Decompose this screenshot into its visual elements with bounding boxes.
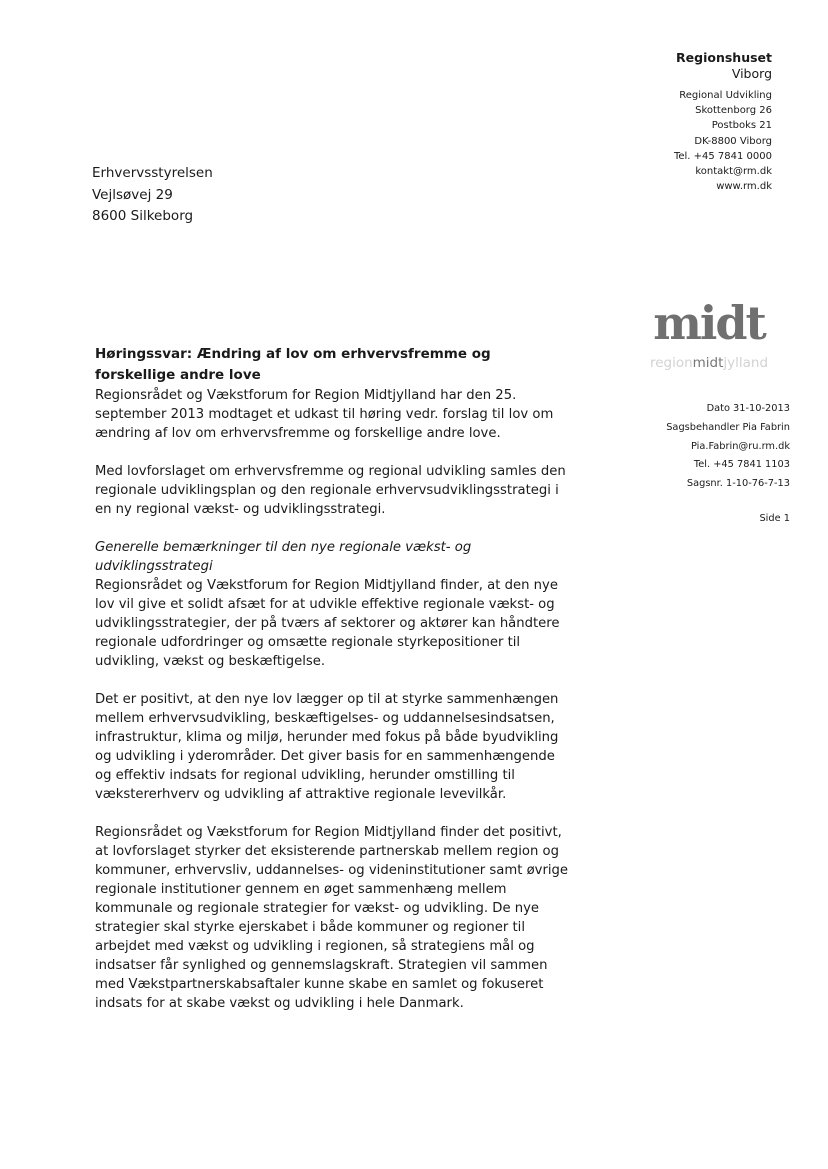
paragraph: Det er positivt, at den nye lov lægger op til at styrke sammenhængen mellem erhvervsudvikling, beskæftigelses- og uddannelsesindsatsen, infrastruktur, klima og miljø, herunder med fokus på både byudvikling og udvikling i yderområder. Det giver basis for en sammenhængende og effektiv indsats for regional udvikling, herunder omstilling til vækstererhverv og udvikling af attraktive regionale levevilkår. (95, 692, 559, 802)
sender-phone: Tel. +45 7841 0000 (673, 150, 772, 162)
sender-city: Viborg (731, 66, 772, 81)
meta-date: Dato 31-10-2013 (706, 403, 790, 414)
paragraph: Regionsrådet og Vækstforum for Region Midtjylland finder, at den nye lov vil give et solidt afsæt for at udvikle effektive regionale vækst- og udviklingsstrategier, der på tværs af sektorer og aktører kan håndtere regionale udfordringer og omsætte regionale styrkepositioner til udvikling, vækst og beskæftigelse. (95, 578, 560, 669)
recipient-name: Erhvervsstyrelsen (92, 165, 213, 181)
logo-subtitle (640, 355, 778, 371)
sender-address-line: Postboks 21 (711, 120, 772, 132)
paragraph: Regionsrådet og Vækstforum for Region Midtjylland finder det positivt, at lovforslaget styrker det eksisterende partnerskab mellem region og kommuner, erhvervsliv, uddannelses- og videninstitutioner samt øvrige regionale institutioner gennem en øget sammenhæng mellem kommunale og regionale strategier for vækst- og udvikling. De nye strategier skal styrke ejerskabet i både kommuner og regioner til arbejdet med vækst og udvikling i regionen, så strategiens mål og indsatser får synlighed og gennemslagskraft. Strategien vil sammen med Vækstpartnerskabsaftaler kunne skabe en samlet og fokuseret indsats for at skabe vækst og udvikling i hele Danmark. (95, 825, 569, 1011)
case-meta (666, 400, 790, 494)
paragraph: Med lovforslaget om erhvervsfremme og regional udvikling samles den regionale udviklingsplan og den regionale erhvervsudviklingsstrategi i en ny regional vækst- og udviklingsstrategi. (95, 464, 566, 517)
recipient-street: Vejlsøvej 29 (92, 186, 173, 203)
sender-org: Regionshuset (676, 50, 772, 65)
recipient-address (92, 163, 213, 228)
sender-address-line: DK-8800 Viborg (694, 135, 772, 147)
region-midtjylland-logo (640, 296, 778, 376)
paragraph: Regionsrådet og Vækstforum for Region Midtjylland har den 25. september 2013 modtaget et udkast til høring vedr. forslag til lov om ændring af lov om erhvervsfremme og forskellige andre love. (95, 388, 554, 441)
meta-email: Pia.Fabrin@ru.rm.dk (690, 440, 790, 452)
sender-address (674, 88, 772, 194)
recipient-city: 8600 Silkeborg (92, 208, 194, 224)
sender-block (674, 50, 772, 194)
logo-sub-midt: midt (692, 355, 724, 371)
letter-body (95, 344, 575, 1032)
meta-handler: Sagsbehandler Pia Fabrin (666, 421, 790, 433)
meta-phone: Tel. +45 7841 1103 (693, 459, 790, 471)
sender-address-line: Regional Udvikling (679, 90, 772, 101)
meta-case-number: Sagsnr. 1-10-76-7-13 (686, 478, 790, 490)
page-number: Side 1 (759, 513, 790, 524)
sender-website: www.rm.dk (716, 181, 772, 193)
sender-address-line: Skottenborg 26 (695, 105, 772, 117)
section-heading: Generelle bemærkninger til den nye regionale vækst- og udviklingsstrategi (95, 540, 472, 574)
logo-wordmark: midt (653, 296, 765, 350)
letter-subject: Høringssvar: Ændring af lov om erhvervsfremme og forskellige andre love (95, 346, 491, 383)
sender-email: kontakt@rm.dk (695, 166, 772, 178)
logo-sub-jylland: jylland (723, 355, 769, 371)
logo-sub-region: region (649, 355, 693, 371)
